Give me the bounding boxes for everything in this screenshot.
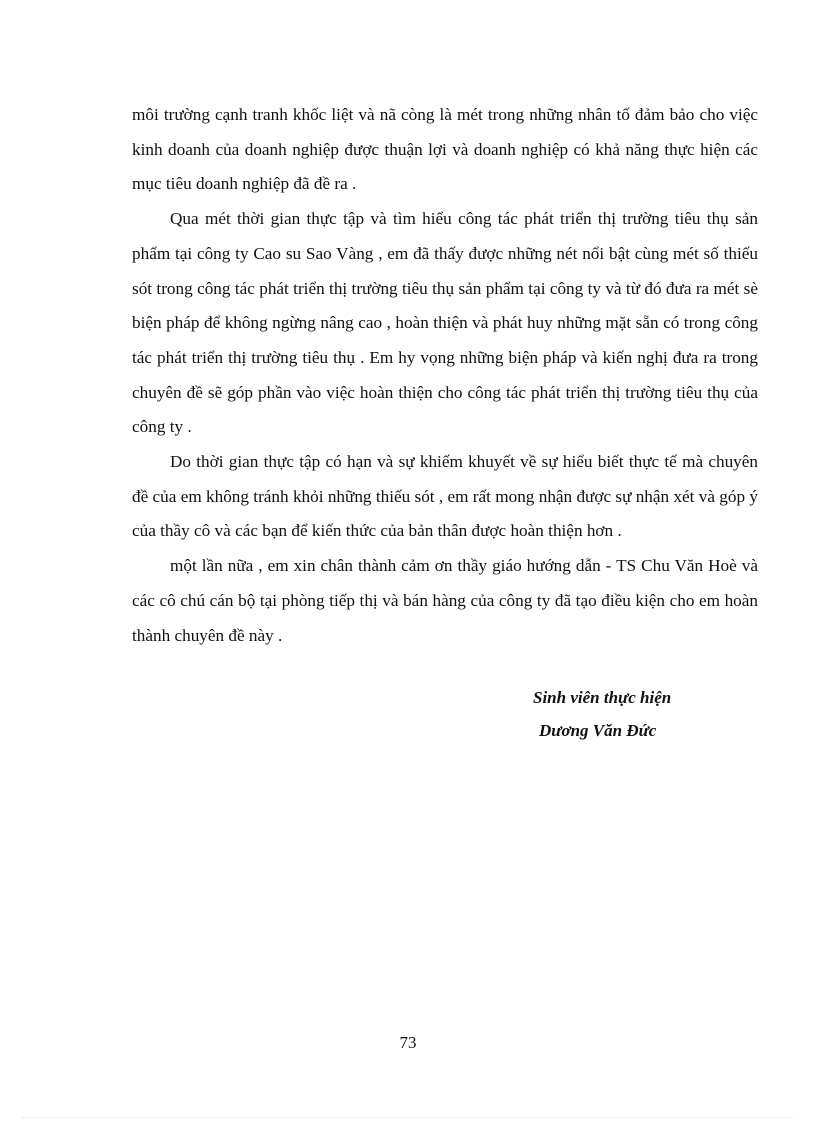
signature-block xyxy=(533,681,671,747)
signature-name: Dương Văn Đức xyxy=(539,721,657,740)
signature-role: Sinh viên thực hiện xyxy=(533,688,672,707)
page-number: 73 xyxy=(399,1033,417,1052)
paragraph-conclusion-intro: môi trường cạnh tranh khốc liệt và nã còng là mét trong những nhân tố đảm bảo cho việc kinh doanh của doanh nghiệp được thuận lợi và doanh nghiệp có khả năng thực hiện các mục tiêu doanh nghiệp đã đề ra . xyxy=(132,105,758,194)
paragraph-acknowledgement: một lần nữa , em xin chân thành cảm ơn thầy giáo hướng dẫn - TS Chu Văn Hoè và các cô chú cán bộ tại phòng tiếp thị và bán hàng của công ty đã tạo điều kiện cho em hoàn thành chuyên đề này . xyxy=(132,556,758,645)
paragraph-internship-findings: Qua mét thời gian thực tập và tìm hiểu công tác phát triển thị trường tiêu thụ sản phẩm tại công ty Cao su Sao Vàng , em đã thấy được những nét nổi bật cùng mét số thiếu sót trong công tác phát triển thị trường tiêu thụ sản phẩm tại công ty và từ đó đưa ra mét sè biện pháp để không ngừng nâng cao , hoàn thiện và phát huy những mặt sẵn có trong công tác phát triển thị trường tiêu thụ . Em hy vọng những biện pháp và kiến nghị đưa ra trong chuyên đề sẽ góp phần vào việc hoàn thiện cho công tác phát triển thị trường tiêu thụ của công ty . xyxy=(132,209,758,437)
body-text xyxy=(132,98,758,653)
paragraph-limitations: Do thời gian thực tập có hạn và sự khiếm khuyết về sự hiểu biết thực tế mà chuyên đề của em không tránh khỏi những thiếu sót , em rất mong nhận được sự nhận xét và góp ý của thầy cô và các bạn để kiến thức của bản thân được hoàn thiện hơn . xyxy=(132,452,758,541)
page-bottom-divider xyxy=(22,1117,794,1118)
